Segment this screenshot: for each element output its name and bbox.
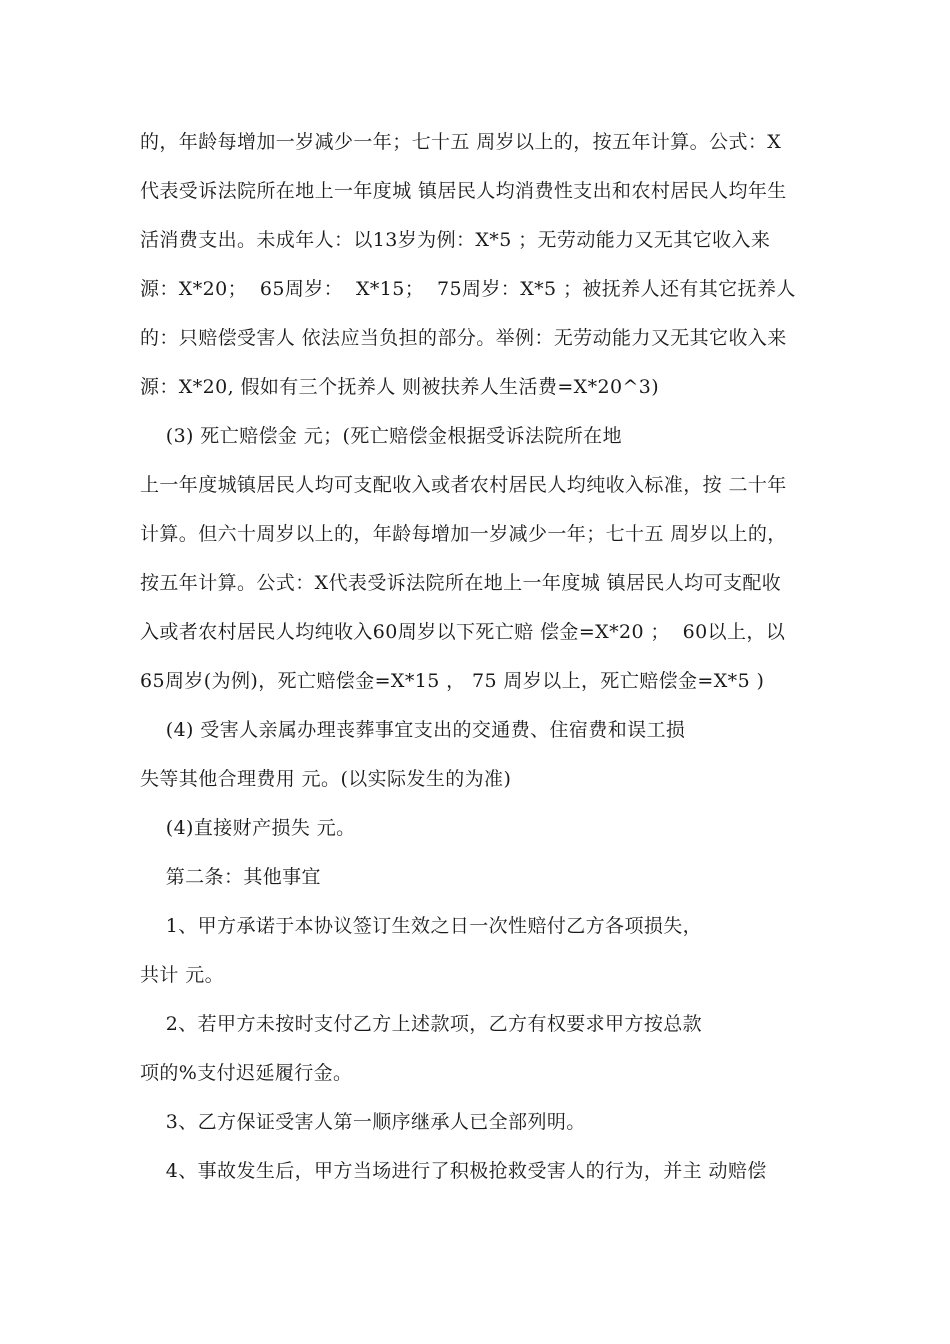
text-line: 源：X*20, 假如有三个抚养人 则被扶养人生活费=X*20^3)	[140, 376, 660, 398]
text-line: 入或者农村居民人均纯收入60周岁以下死亡赔 偿金=X*20 ； 60以上，以	[140, 621, 786, 643]
section-heading: 第二条：其他事宜	[140, 866, 321, 888]
text-line: 计算。但六十周岁以上的，年龄每增加一岁减少一年；七十五 周岁以上的，	[140, 523, 787, 545]
text-line: 代表受诉法院所在地上一年度城 镇居民人均消费性支出和农村居民人均年生	[140, 180, 787, 202]
text-line: 项的%支付迟延履行金。	[140, 1062, 353, 1084]
text-line: 4、事故发生后，甲方当场进行了积极抢救受害人的行为，并主 动赔偿	[140, 1160, 767, 1182]
text-line: 3、乙方保证受害人第一顺序继承人已全部列明。	[140, 1111, 586, 1133]
text-line: 源：X*20； 65周岁： X*15； 75周岁：X*5 ；被抚养人还有其它抚养人	[140, 278, 796, 300]
text-line: 1、甲方承诺于本协议签订生效之日一次性赔付乙方各项损失，	[140, 915, 703, 937]
text-line: 按五年计算。公式：X代表受诉法院所在地上一年度城 镇居民人均可支配收	[140, 572, 782, 594]
text-line: 65周岁(为例)，死亡赔偿金=X*15 ， 75 周岁以上，死亡赔偿金=X*5 )	[140, 670, 765, 692]
text-line: 失等其他合理费用 元。(以实际发生的为准)	[140, 768, 512, 790]
text-line: 的：只赔偿受害人 依法应当负担的部分。举例：无劳动能力又无其它收入来	[140, 327, 787, 349]
text-line: 2、若甲方未按时支付乙方上述款项，乙方有权要求甲方按总款	[140, 1013, 703, 1035]
text-line: (3) 死亡赔偿金 元；(死亡赔偿金根据受诉法院所在地	[140, 425, 622, 447]
text-line: 活消费支出。未成年人：以13岁为例：X*5 ；无劳动能力又无其它收入来	[140, 229, 771, 251]
text-line: (4)直接财产损失 元。	[140, 817, 356, 839]
text-line: 共计 元。	[140, 964, 225, 986]
text-line: (4) 受害人亲属办理丧葬事宜支出的交通费、住宿费和误工损	[140, 719, 686, 741]
text-line: 上一年度城镇居民人均可支配收入或者农村居民人均纯收入标准，按 二十年	[140, 474, 787, 496]
text-line: 的，年龄每增加一岁减少一年；七十五 周岁以上的，按五年计算。公式：X	[140, 131, 782, 153]
